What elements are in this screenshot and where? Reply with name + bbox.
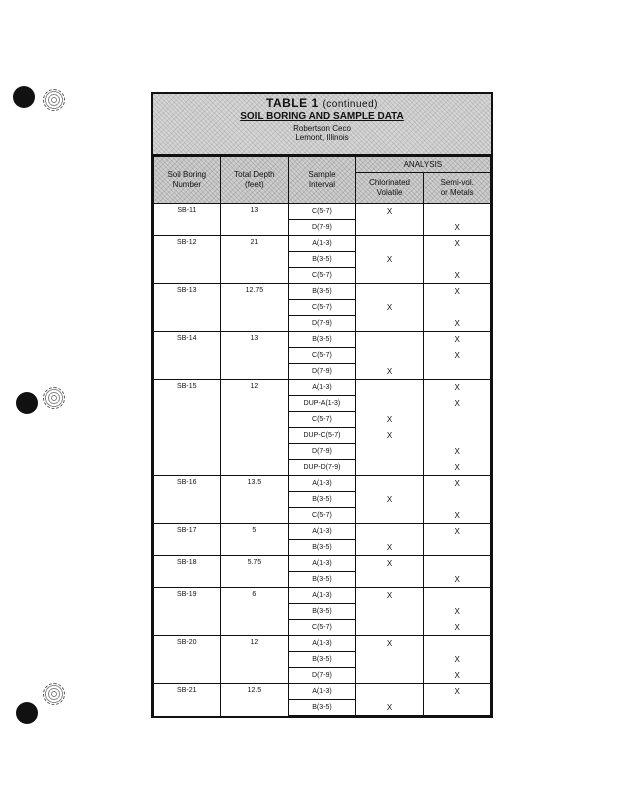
sample-interval: DUP-D(7-9): [289, 460, 356, 476]
sample-row: [154, 636, 491, 652]
volatile-mark: [355, 508, 424, 524]
sample-interval: C(5-7): [289, 412, 356, 428]
metals-mark: X: [424, 572, 491, 588]
boring-number: SB-11: [154, 204, 221, 236]
sample-interval: D(7-9): [289, 668, 356, 684]
stamp-mark-top: [43, 89, 65, 111]
volatile-mark: [355, 476, 424, 492]
sample-row: [154, 284, 491, 300]
metals-mark: X: [424, 508, 491, 524]
metals-mark: X: [424, 620, 491, 636]
volatile-mark: [355, 684, 424, 700]
metals-mark: X: [424, 268, 491, 284]
metals-mark: X: [424, 524, 491, 540]
metals-mark: [424, 540, 491, 556]
header-metals-line2: or Metals: [440, 188, 474, 197]
sample-interval: C(5-7): [289, 300, 356, 316]
volatile-mark: X: [355, 492, 424, 508]
boring-number: SB-12: [154, 236, 221, 284]
table-number: TABLE 1: [266, 96, 319, 110]
binder-hole-bottom: [16, 702, 38, 724]
binder-hole-top: [13, 86, 35, 108]
boring-number: SB-14: [154, 332, 221, 380]
metals-mark: X: [424, 348, 491, 364]
volatile-mark: [355, 316, 424, 332]
header-analysis-label: ANALYSIS: [403, 159, 443, 169]
header-sample-line1: Sample: [308, 170, 336, 179]
boring-number: SB-21: [154, 684, 221, 716]
volatile-mark: X: [355, 556, 424, 572]
header-volatile-line2: Volatile: [376, 188, 403, 197]
metals-mark: X: [424, 316, 491, 332]
metals-mark: X: [424, 220, 491, 236]
sample-interval: A(1-3): [289, 524, 356, 540]
sample-interval: B(3-5): [289, 284, 356, 300]
volatile-mark: X: [355, 300, 424, 316]
volatile-mark: [355, 396, 424, 412]
metals-mark: X: [424, 460, 491, 476]
sample-interval: B(3-5): [289, 332, 356, 348]
sample-interval: A(1-3): [289, 556, 356, 572]
header-metals: [424, 173, 491, 204]
volatile-mark: X: [355, 588, 424, 604]
metals-mark: X: [424, 652, 491, 668]
total-depth: 13: [220, 204, 289, 236]
volatile-mark: X: [355, 252, 424, 268]
volatile-mark: X: [355, 540, 424, 556]
sample-interval: A(1-3): [289, 236, 356, 252]
volatile-mark: [355, 668, 424, 684]
sample-row: [154, 684, 491, 700]
table-body: [154, 204, 491, 716]
metals-mark: [424, 252, 491, 268]
metals-mark: [424, 428, 491, 444]
volatile-mark: X: [355, 700, 424, 716]
sample-interval: A(1-3): [289, 588, 356, 604]
sample-interval: A(1-3): [289, 380, 356, 396]
sample-row: [154, 236, 491, 252]
metals-mark: X: [424, 444, 491, 460]
total-depth: 5: [220, 524, 289, 556]
boring-number: SB-13: [154, 284, 221, 332]
volatile-mark: [355, 460, 424, 476]
sample-interval: A(1-3): [289, 636, 356, 652]
sample-interval: B(3-5): [289, 540, 356, 556]
header-boring-number: [154, 157, 221, 204]
total-depth: 12: [220, 380, 289, 476]
metals-mark: [424, 300, 491, 316]
metals-mark: [424, 636, 491, 652]
header-depth-line1: Total Depth: [234, 170, 275, 179]
sample-interval: D(7-9): [289, 444, 356, 460]
total-depth: 5.75: [220, 556, 289, 588]
header-sample-interval: [289, 157, 356, 204]
volatile-mark: [355, 604, 424, 620]
metals-mark: [424, 492, 491, 508]
boring-number: SB-19: [154, 588, 221, 636]
volatile-mark: [355, 572, 424, 588]
volatile-mark: [355, 268, 424, 284]
sample-interval: A(1-3): [289, 684, 356, 700]
sample-interval: B(3-5): [289, 604, 356, 620]
metals-mark: [424, 204, 491, 220]
volatile-mark: [355, 380, 424, 396]
sample-interval: C(5-7): [289, 620, 356, 636]
total-depth: 13.5: [220, 476, 289, 524]
sample-row: [154, 524, 491, 540]
table-title: [153, 94, 491, 110]
metals-mark: X: [424, 684, 491, 700]
total-depth: 12: [220, 636, 289, 684]
volatile-mark: [355, 652, 424, 668]
site-name: Robertson Ceco: [293, 124, 351, 133]
metals-mark: X: [424, 380, 491, 396]
header-volatile-line1: Chlorinated: [369, 178, 410, 187]
sample-interval: D(7-9): [289, 364, 356, 380]
metals-mark: [424, 412, 491, 428]
total-depth: 13: [220, 332, 289, 380]
table-subtitle: SOIL BORING AND SAMPLE DATA: [240, 111, 404, 122]
header-boring-line1: Soil Boring: [167, 170, 207, 179]
sample-interval: B(3-5): [289, 652, 356, 668]
sample-interval: C(5-7): [289, 268, 356, 284]
sample-interval: C(5-7): [289, 508, 356, 524]
sample-row: [154, 204, 491, 220]
sample-interval: B(3-5): [289, 252, 356, 268]
total-depth: 6: [220, 588, 289, 636]
sample-interval: D(7-9): [289, 220, 356, 236]
binder-hole-middle: [16, 392, 38, 414]
boring-number: SB-15: [154, 380, 221, 476]
header-boring-line2: Number: [172, 180, 202, 189]
boring-number: SB-20: [154, 636, 221, 684]
volatile-mark: X: [355, 636, 424, 652]
sample-interval: A(1-3): [289, 476, 356, 492]
sample-interval: C(5-7): [289, 348, 356, 364]
sample-interval: C(5-7): [289, 204, 356, 220]
volatile-mark: [355, 444, 424, 460]
total-depth: 12.75: [220, 284, 289, 332]
sample-interval: DUP-C(5-7): [289, 428, 356, 444]
volatile-mark: [355, 348, 424, 364]
metals-mark: [424, 364, 491, 380]
sample-interval: D(7-9): [289, 316, 356, 332]
metals-mark: X: [424, 476, 491, 492]
volatile-mark: X: [355, 364, 424, 380]
volatile-mark: X: [355, 204, 424, 220]
header-depth-line2: (feet): [245, 180, 264, 189]
total-depth: 21: [220, 236, 289, 284]
soil-boring-table: [151, 92, 493, 718]
site-location: Lemont, Illinois: [295, 133, 349, 142]
volatile-mark: [355, 620, 424, 636]
metals-mark: X: [424, 284, 491, 300]
table-title-block: [153, 94, 491, 156]
stamp-mark-middle: [43, 387, 65, 409]
sample-interval: B(3-5): [289, 572, 356, 588]
sample-interval: B(3-5): [289, 700, 356, 716]
volatile-mark: X: [355, 412, 424, 428]
boring-number: SB-17: [154, 524, 221, 556]
header-analysis: [355, 157, 490, 173]
data-table: [153, 156, 491, 716]
stamp-mark-bottom: [43, 683, 65, 705]
metals-mark: [424, 556, 491, 572]
boring-number: SB-16: [154, 476, 221, 524]
metals-mark: X: [424, 332, 491, 348]
header-total-depth: [220, 157, 289, 204]
metals-mark: X: [424, 668, 491, 684]
header-metals-line1: Semi-vol.: [440, 178, 474, 187]
volatile-mark: X: [355, 428, 424, 444]
metals-mark: [424, 700, 491, 716]
sample-row: [154, 332, 491, 348]
boring-number: SB-18: [154, 556, 221, 588]
sample-row: [154, 556, 491, 572]
table-continued-label: (continued): [322, 99, 378, 110]
sample-interval: B(3-5): [289, 492, 356, 508]
total-depth: 12.5: [220, 684, 289, 716]
sample-row: [154, 380, 491, 396]
volatile-mark: [355, 284, 424, 300]
volatile-mark: [355, 524, 424, 540]
metals-mark: X: [424, 604, 491, 620]
metals-mark: X: [424, 236, 491, 252]
header-volatile: [355, 173, 424, 204]
volatile-mark: [355, 220, 424, 236]
metals-mark: [424, 588, 491, 604]
sample-interval: DUP-A(1-3): [289, 396, 356, 412]
sample-row: [154, 476, 491, 492]
sample-row: [154, 588, 491, 604]
metals-mark: X: [424, 396, 491, 412]
header-sample-line2: Interval: [308, 180, 336, 189]
volatile-mark: [355, 236, 424, 252]
volatile-mark: [355, 332, 424, 348]
